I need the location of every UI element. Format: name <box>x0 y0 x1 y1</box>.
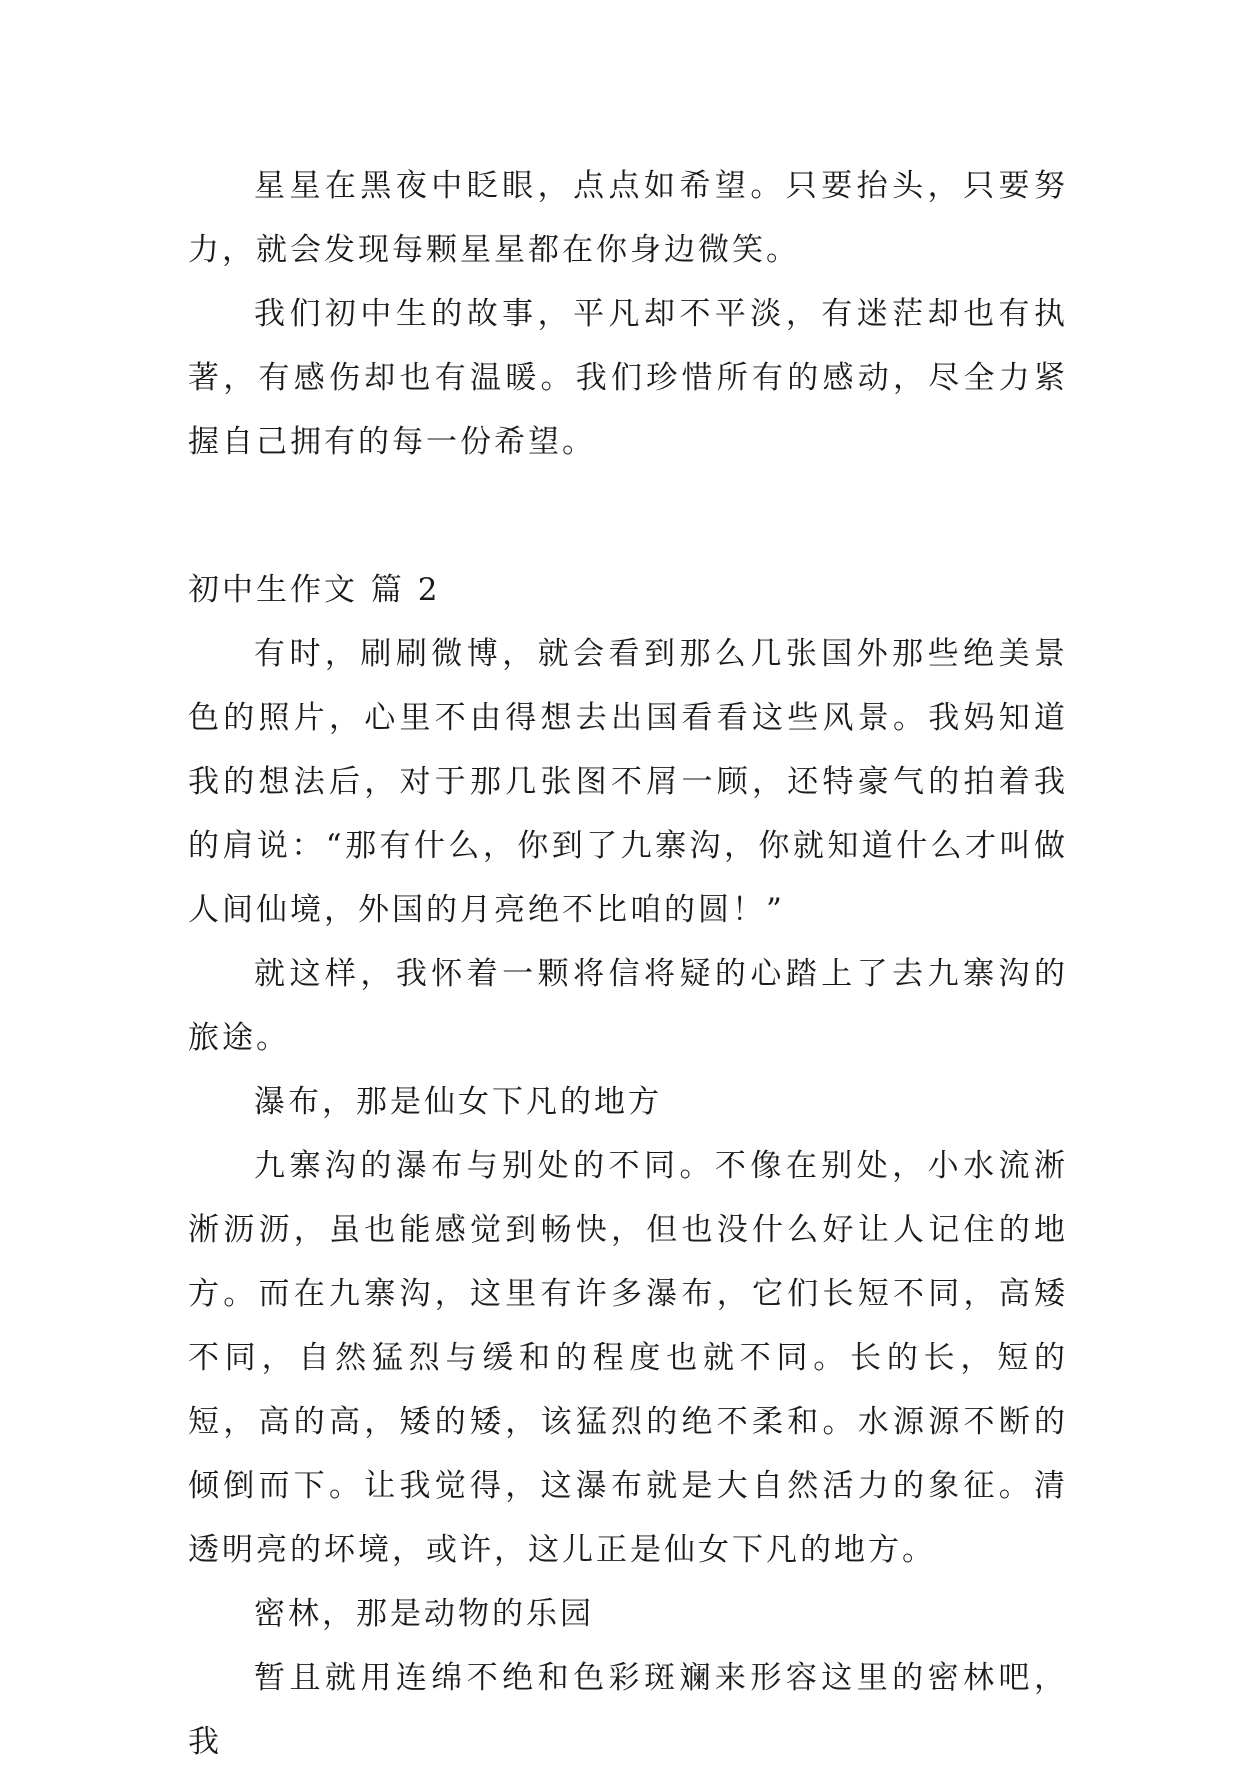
paragraph-waterfall: 九寨沟的瀑布与别处的不同。不像在别处，小水流淅淅沥沥，虽也能感觉到畅快，但也没什么好让人记住的地方。而在九寨沟，这里有许多瀑布，它们长短不同，高矮不同，自然猛烈与缓和的程度也就不同。长的长，短的短，高的高，矮的矮，该猛烈的绝不柔和。水源源不断的倾倒而下。让我觉得，这瀑布就是大自然活力的象征。清透明亮的坏境，或许，这儿正是仙女下凡的地方。 <box>188 1148 1068 1568</box>
paragraph-journey: 就这样，我怀着一颗将信将疑的心踏上了去九寨沟的旅途。 <box>188 956 1068 1056</box>
paragraph-story: 我们初中生的故事，平凡却不平淡，有迷茫却也有执著，有感伤却也有温暖。我们珍惜所有的感动，尽全力紧握自己拥有的每一份希望。 <box>188 296 1068 460</box>
top-margin <box>188 0 1068 154</box>
section-heading: 初中生作文 篇 2 <box>188 572 441 608</box>
section-gap <box>188 474 1068 558</box>
paragraph-weibo: 有时，刷刷微博，就会看到那么几张国外那些绝美景色的照片，心里不由得想去出国看看这些风景。我妈知道我的想法后，对于那几张图不屑一顾，还特豪气的拍着我的肩说：“那有什么，你到了九寨沟，你就知道什么才叫做人间仙境，外国的月亮绝不比咱的圆！” <box>188 636 1068 928</box>
document-page <box>188 0 1068 1774</box>
subheading-forest: 密林，那是动物的乐园 <box>254 1596 594 1632</box>
paragraph-forest: 暂且就用连绵不绝和色彩斑斓来形容这里的密林吧，我 <box>188 1660 1068 1760</box>
subheading-waterfall: 瀑布，那是仙女下凡的地方 <box>254 1084 662 1120</box>
paragraph-stars: 星星在黑夜中眨眼，点点如希望。只要抬头，只要努力，就会发现每颗星星都在你身边微笑。 <box>188 168 1068 268</box>
